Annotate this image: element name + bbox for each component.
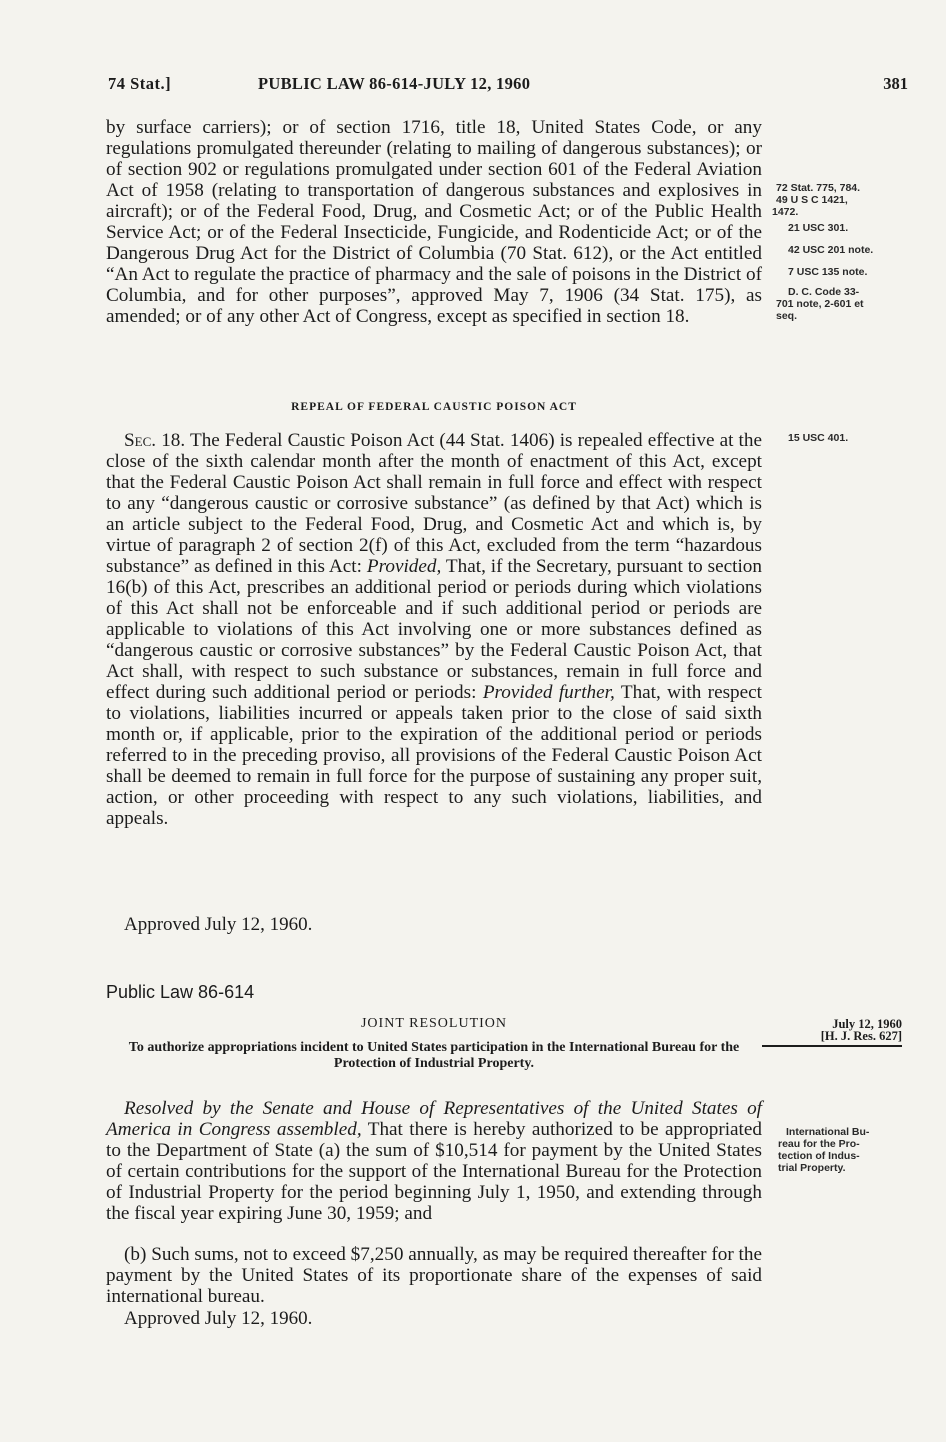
section-18-paragraph bbox=[106, 430, 762, 829]
resolved-clause: Resolved by the Senate and House of Representatives of the United States of America in Congress assembled, bbox=[106, 1098, 762, 1140]
margin-note-line: 72 Stat. 775, 784. bbox=[776, 182, 861, 194]
margin-note-dc-code bbox=[776, 286, 916, 322]
paragraph-b: (b) Such sums, not to exceed $7,250 annually, as may be required thereafter for the payment by the United States of its proportionate share of the expenses of said international bureau. bbox=[106, 1244, 762, 1307]
section-text-1: The Federal Caustic Poison Act (44 Stat. 1406) is repealed effective at the close of the sixth calendar month after the month of enactment of this Act, except that the Federal Caustic Poison Act shall remain in full force and effect with respect to any “dangerous caustic or corrosive substance” (as defined by that Act) which is an article subject to the Federal Food, Drug, and Cosmetic Act and which is, by virtue of paragraph 2 of section 2(f) of this Act, excluded from the term “hazardous substance” as defined in this Act: bbox=[106, 430, 762, 577]
public-law-title: Public Law 86-614 bbox=[106, 982, 255, 1002]
page-number: 381 bbox=[883, 74, 908, 93]
section-heading: REPEAL OF FEDERAL CAUSTIC POISON ACT bbox=[291, 401, 577, 413]
margin-note-line: 1472. bbox=[772, 206, 799, 218]
public-law-title-block bbox=[106, 982, 762, 1003]
joint-resolution-heading-block bbox=[106, 1016, 762, 1032]
margin-note-15-usc: 15 USC 401. bbox=[788, 432, 849, 444]
resolved-text: That there is hereby authorized to be appropriated to the Department of State (a) the sum of $10,514 for payment by the United States of certain contributions for the support of the International Bureau for the Protection of Industrial Property for the period beginning July 1, 1950, and extending through the fiscal year expiring June 30, 1959; and bbox=[106, 1119, 763, 1224]
approval-date-1: Approved July 12, 1960. bbox=[124, 914, 313, 935]
margin-note-line: 701 note, 2-601 et bbox=[776, 298, 864, 310]
margin-note-line: [H. J. Res. 627] bbox=[820, 1029, 902, 1043]
margin-note-line: seq. bbox=[776, 310, 798, 322]
margin-note-line: International Bu- bbox=[786, 1126, 870, 1138]
opening-paragraph: by surface carriers); or of section 1716, title 18, United States Code, or any regulations promulgated thereunder (relating to mailing of dangerous substances); or of section 902 or regulations promulgated under section 601 of the Federal Aviation Act of 1958 (relating to transportation of dangerous substances and explosives in aircraft); or of the Federal Food, Drug, and Cosmetic Act; or of the Public Health Service Act; or of the Federal Insecticide, Fungicide, and Rodenticide Act; or of the Dangerous Drug Act for the District of Columbia (70 Stat. 612), or the Act entitled “An Act to regulate the practice of pharmacy and the sale of poisons in the District of Columbia, and for other purposes”, approved May 7, 1906 (34 Stat. 175), as amended; or of any other Act of Congress, except as specified in section 18. bbox=[106, 117, 762, 327]
joint-resolution-subtitle: To authorize appropriations incident to United States participation in the International Bureau for the Protection of Industrial Property. bbox=[128, 1040, 740, 1071]
approved-2-block bbox=[106, 1308, 762, 1330]
section-18-heading-block bbox=[106, 401, 762, 413]
margin-note-line: trial Property. bbox=[778, 1162, 846, 1174]
section-label: Sec. 18. bbox=[124, 430, 186, 451]
margin-note-line: reau for the Pro- bbox=[778, 1138, 860, 1150]
section-text-3: That, with respect to violations, liabilities incurred or appeals taken prior to the close of said sixth month or, if applicable, prior to the expiration of the additional period or periods referred to in the preceding proviso, all provisions of the Federal Caustic Poison Act shall be deemed to remain in full force for the purpose of sustaining any proper suit, action, or other proceeding with respect to any such violations, liabilities, and appeals. bbox=[106, 682, 763, 829]
provided-further-term: Provided further, bbox=[482, 682, 615, 703]
joint-resolution-subtitle-block bbox=[106, 1040, 762, 1072]
joint-resolution-date-note bbox=[762, 1018, 902, 1047]
approval-date-2: Approved July 12, 1960. bbox=[124, 1308, 313, 1329]
margin-note-line: 49 U S C 1421, bbox=[776, 194, 848, 206]
margin-note-7-usc: 7 USC 135 note. bbox=[788, 266, 868, 278]
joint-resolution-heading: JOINT RESOLUTION bbox=[360, 1016, 507, 1031]
section-18-block bbox=[106, 430, 762, 829]
resolution-body-block bbox=[106, 1098, 762, 1224]
margin-note-line: July 12, 1960 bbox=[832, 1017, 902, 1031]
opening-paragraph-block bbox=[106, 117, 762, 327]
paragraph-b-block bbox=[106, 1244, 762, 1307]
approved-1-block bbox=[106, 914, 762, 936]
margin-note-stat-citation bbox=[772, 182, 916, 218]
running-header bbox=[108, 74, 908, 98]
margin-note-42-usc: 42 USC 201 note. bbox=[788, 244, 874, 256]
margin-note-line: tection of Indus- bbox=[778, 1150, 860, 1162]
header-title: PUBLIC LAW 86-614-JULY 12, 1960 bbox=[258, 74, 531, 93]
statute-volume: 74 Stat.] bbox=[108, 74, 172, 93]
resolved-paragraph bbox=[106, 1098, 762, 1224]
margin-note-21-usc: 21 USC 301. bbox=[788, 222, 849, 234]
section-text-2: That, if the Secretary, pursuant to section 16(b) of this Act, prescribes an additional period or periods during which violations of this Act shall not be enforceable and if such additional period or periods are applicable to violations of this Act involving one or more substances defined as “dangerous caustic or corrosive substances” by the Federal Caustic Poison Act, that Act shall, with respect to such substance or substances, remain in full force and effect during such additional period or periods: bbox=[106, 556, 762, 703]
margin-note-subject bbox=[778, 1126, 918, 1174]
margin-note-line: D. C. Code 33- bbox=[788, 286, 860, 298]
provided-term: Provided, bbox=[366, 556, 442, 577]
